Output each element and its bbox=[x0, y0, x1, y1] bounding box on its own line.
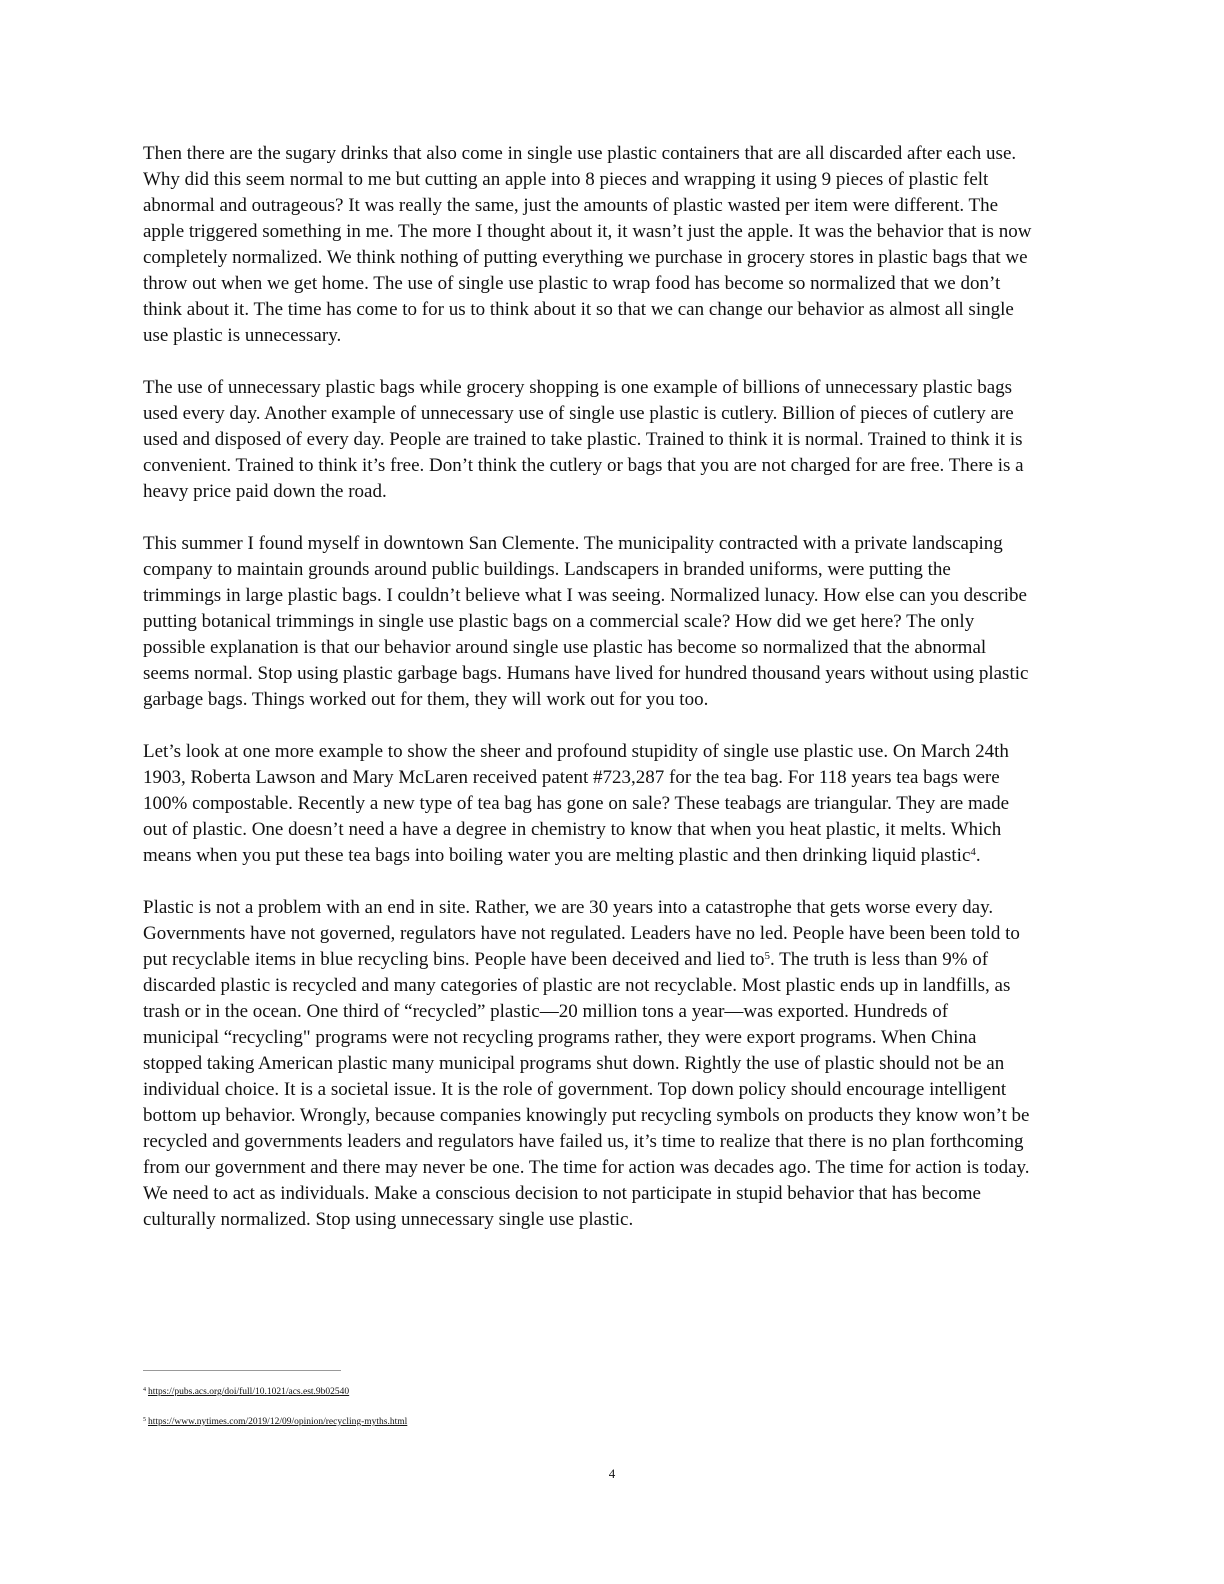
text-line: completely normalized. We think nothing of putting everything we purchase in grocery stores in plastic bags that we bbox=[143, 247, 1028, 268]
text-line: convenient. Trained to think it’s free. Don’t think the cutlery or bags that you are not charged for are free. There is a bbox=[143, 455, 1024, 476]
text-line: This summer I found myself in downtown San Clemente. The municipality contracted with a private landscaping bbox=[143, 533, 1003, 554]
text-line: Governments have not governed, regulators have not regulated. Leaders have no led. People have been been told to bbox=[143, 923, 1020, 944]
footnote-mark: 4 bbox=[143, 1387, 146, 1393]
text-fragment: . The truth is less than 9% of bbox=[770, 949, 989, 970]
text-line: from our government and there may never be one. The time for action was decades ago. The time for action is today. bbox=[143, 1157, 1030, 1178]
text-line: use plastic is unnecessary. bbox=[143, 325, 342, 346]
footnote bbox=[143, 1414, 407, 1428]
text-line: possible explanation is that our behavior around single use plastic has become so normalized that the abnormal bbox=[143, 637, 987, 658]
footnote bbox=[143, 1384, 407, 1398]
text-line: seems normal. Stop using plastic garbage bags. Humans have lived for hundred thousand years without using plastic bbox=[143, 663, 1029, 684]
text-line: company to maintain grounds around public buildings. Landscapers in branded uniforms, were putting the bbox=[143, 559, 951, 580]
paragraph bbox=[143, 531, 1083, 713]
text-line: stopped taking American plastic many municipal programs shut down. Rightly the use of plastic should not be an bbox=[143, 1053, 1005, 1074]
footnote-reference[interactable]: 5 bbox=[764, 950, 770, 962]
page-number: 4 bbox=[608, 1466, 616, 1481]
document-body bbox=[143, 141, 1083, 1259]
footnote-link[interactable]: https://www.nytimes.com/2019/12/09/opinion/recycling-myths.html bbox=[148, 1417, 408, 1427]
text-line: 1903, Roberta Lawson and Mary McLaren received patent #723,287 for the tea bag. For 118 years tea bags were bbox=[143, 767, 1000, 788]
text-line: Then there are the sugary drinks that also come in single use plastic containers that are all discarded after each use. bbox=[143, 143, 1017, 164]
text-line: trash or in the ocean. One third of “recycled” plastic—20 million tons a year—was exported. Hundreds of bbox=[143, 1001, 949, 1022]
text-line: putting botanical trimmings in single use plastic bags on a commercial scale? How did we get here? The only bbox=[143, 611, 975, 632]
text-line: We need to act as individuals. Make a conscious decision to not participate in stupid behavior that has become bbox=[143, 1183, 981, 1204]
text-line: discarded plastic is recycled and many categories of plastic are not recyclable. Most plastic ends up in landfills, as bbox=[143, 975, 1011, 996]
text-line: individual choice. It is a societal issue. It is the role of government. Top down policy should encourage intelligent bbox=[143, 1079, 1007, 1100]
text-line: abnormal and outrageous? It was really the same, just the amounts of plastic wasted per item were different. The bbox=[143, 195, 999, 216]
text-line: out of plastic. One doesn’t need a have a degree in chemistry to know that when you heat plastic, it melts. Which bbox=[143, 819, 1002, 840]
text-line: heavy price paid down the road. bbox=[143, 481, 387, 502]
text-line: recycled and governments leaders and regulators have failed us, it’s time to realize that there is no plan forthcoming bbox=[143, 1131, 1024, 1152]
text-line bbox=[143, 843, 1083, 869]
text-line: 100% compostable. Recently a new type of tea bag has gone on sale? These teabags are triangular. They are made bbox=[143, 793, 1010, 814]
text-line: Why did this seem normal to me but cutting an apple into 8 pieces and wrapping it using 9 pieces of plastic felt bbox=[143, 169, 989, 190]
text-line: throw out when we get home. The use of single use plastic to wrap food has become so normalized that we don’t bbox=[143, 273, 1001, 294]
text-line: used every day. Another example of unnecessary use of single use plastic is cutlery. Billion of pieces of cutlery are bbox=[143, 403, 1014, 424]
footnote-reference[interactable]: 4 bbox=[970, 846, 976, 858]
text-line: think about it. The time has come to for us to think about it so that we can change our behavior as almost all single bbox=[143, 299, 1014, 320]
text-line bbox=[143, 947, 1083, 973]
footnote-mark: 5 bbox=[143, 1417, 146, 1423]
paragraph bbox=[143, 739, 1083, 869]
text-fragment: . bbox=[975, 845, 981, 866]
text-line: trimmings in large plastic bags. I couldn’t believe what I was seeing. Normalized lunacy. How else can you describe bbox=[143, 585, 1027, 606]
text-line: municipal “recycling" programs were not recycling programs rather, they were export programs. When China bbox=[143, 1027, 977, 1048]
text-fragment: put recyclable items in blue recycling bins. People have been deceived and lied to bbox=[143, 949, 765, 970]
text-line: apple triggered something in me. The more I thought about it, it wasn’t just the apple. It was the behavior that is now bbox=[143, 221, 1032, 242]
footnote-link[interactable]: https://pubs.acs.org/doi/full/10.1021/acs.est.9b02540 bbox=[148, 1387, 350, 1397]
paragraph bbox=[143, 375, 1083, 505]
paragraph bbox=[143, 895, 1083, 1233]
text-line: Plastic is not a problem with an end in site. Rather, we are 30 years into a catastrophe that gets worse every day. bbox=[143, 897, 994, 918]
text-fragment: means when you put these tea bags into boiling water you are melting plastic and then drinking liquid plastic bbox=[143, 845, 971, 866]
text-line: bottom up behavior. Wrongly, because companies knowingly put recycling symbols on products they know won’t be bbox=[143, 1105, 1030, 1126]
text-line: used and disposed of every day. People are trained to take plastic. Trained to think it is normal. Trained to think it is bbox=[143, 429, 1023, 450]
paragraph bbox=[143, 141, 1083, 349]
footnotes bbox=[143, 1384, 407, 1444]
text-line: The use of unnecessary plastic bags while grocery shopping is one example of billions of unnecessary plastic bags bbox=[143, 377, 1013, 398]
text-line: Let’s look at one more example to show the sheer and profound stupidity of single use plastic use. On March 24th bbox=[143, 741, 1009, 762]
text-line: culturally normalized. Stop using unnecessary single use plastic. bbox=[143, 1209, 634, 1230]
text-line: garbage bags. Things worked out for them, they will work out for you too. bbox=[143, 689, 709, 710]
footnote-separator bbox=[143, 1370, 341, 1371]
